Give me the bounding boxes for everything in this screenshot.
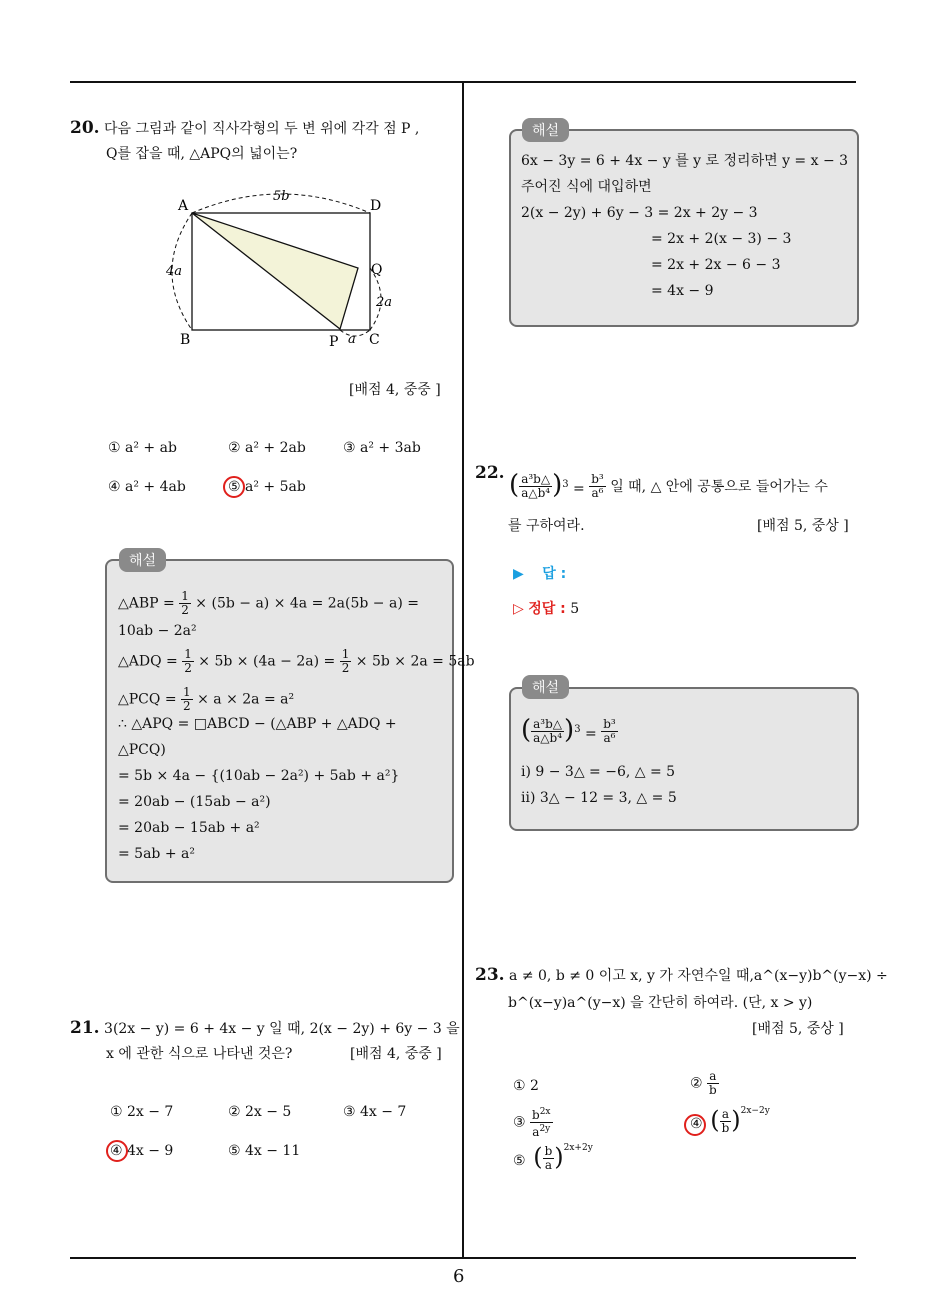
q20-explain-line3: △ADQ = $\frac{1}{2}$ × 5b × (4a − 2a) = $\frac{1}{2}$ × 5b × 2a = 5ab — [118, 647, 475, 675]
correct-arrow-icon: ▷ — [513, 601, 524, 617]
q21-explain-tag: 해설 — [522, 118, 569, 142]
page-number: 6 — [453, 1266, 465, 1287]
q21-number: 21. — [70, 1018, 100, 1038]
q21-choice-5[interactable]: ⑤ 4x − 11 — [228, 1143, 301, 1159]
q20-explain-line1: △ABP = $\frac{1}{2}$ × (5b − a) × 4a = 2a(5b − a) = — [118, 589, 419, 617]
q20-text-line2: Q를 잡을 때, △APQ의 넓이는? — [106, 146, 298, 162]
q20-text-line1: 다음 그림과 같이 직사각형의 두 변 위에 각각 점 P , — [104, 121, 420, 137]
q21-choice-2[interactable]: ② 2x − 5 — [228, 1104, 292, 1120]
q23-choice-3[interactable]: ③ $\frac{b^{2x}}{a^{2y}}$ — [513, 1107, 551, 1139]
q20-choice-5[interactable]: ⑤ a² + 5ab — [228, 479, 306, 495]
q22-explain-line2: ⅱ) 3△ − 12 = 3, △ = 5 — [521, 790, 677, 806]
q22-explain-tag: 해설 — [522, 675, 569, 699]
q21-text-line2: x 에 관한 식으로 나타낸 것은? — [106, 1046, 293, 1062]
q21-choice-1[interactable]: ① 2x − 7 — [110, 1104, 174, 1120]
label-2a: 2a — [376, 295, 393, 310]
q22-correct-label: 정답 : — [528, 601, 566, 617]
q23-answer-mark — [684, 1114, 706, 1136]
bottom-rule — [70, 1257, 856, 1259]
q21-explain-line6: = 4x − 9 — [651, 283, 714, 299]
q23-choice-2[interactable]: ② $\frac{a}{b}$ — [690, 1069, 717, 1097]
q23-header — [475, 965, 888, 986]
q20-choice-1[interactable]: ① a² + ab — [108, 440, 177, 456]
q22-explain-expression: ( $\frac{\text{a³b△}}{\text{a△b⁴}}$ )$^3$ = $\frac{\text{b³}}{\text{a⁶}}$ — [521, 715, 616, 745]
q20-choice-4[interactable]: ④ a² + 4ab — [108, 479, 186, 495]
q20-explain-line8: = 20ab − (15ab − a²) — [118, 794, 271, 810]
q21-explain-line2: 주어진 식에 대입하면 — [521, 179, 652, 195]
q21-score: [배점 4, 중중 ] — [350, 1046, 442, 1062]
q23-choice-4[interactable]: ④ ( $\frac{a}{b}$ )$^{2x-2y}$ — [690, 1106, 770, 1135]
q21-choice-4[interactable]: ④ 4x − 9 — [110, 1143, 174, 1159]
q22-header — [475, 462, 828, 512]
q21-explain-line3: 2(x − 2y) + 6y − 3 = 2x + 2y − 3 — [521, 205, 758, 221]
q22-text-line2: 를 구하여라. — [508, 518, 585, 534]
q20-explain-line6: △PCQ) — [118, 742, 166, 758]
q20-explain-line4: △PCQ = $\frac{1}{2}$ × a × 2a = a² — [118, 685, 295, 713]
q22-answer-label: 답 : — [542, 566, 567, 582]
q22-answer-row — [513, 564, 566, 584]
q20-score: [배점 4, 중중 ] — [349, 382, 441, 398]
q21-explain-line4: = 2x + 2(x − 3) − 3 — [651, 231, 792, 247]
q21-explain-line5: = 2x + 2x − 6 − 3 — [651, 257, 781, 273]
q20-choice-2[interactable]: ② a² + 2ab — [228, 440, 306, 456]
label-A: A — [178, 198, 189, 214]
q22-text-line1: 일 때, △ 안에 공통으로 들어가는 수 — [610, 479, 828, 495]
q20-explain-line5: ∴ △APQ = □ABCD − (△ABP + △ADQ + — [118, 716, 397, 732]
q20-number: 20. — [70, 118, 100, 138]
q20-explain-line7: = 5b × 4a − {(10ab − 2a²) + 5ab + a²} — [118, 768, 400, 784]
label-5b: 5b — [273, 189, 290, 204]
q23-text-line1: a ≠ 0, b ≠ 0 이고 x, y 가 자연수일 때,a^(x−y)b^(y−x) ÷ — [509, 968, 888, 984]
q20-figure — [150, 180, 410, 360]
q23-choice-5[interactable]: ⑤ ( $\frac{b}{a}$ )$^{2x+2y}$ — [513, 1143, 593, 1172]
label-C: C — [369, 332, 380, 348]
q20-explain-line2: 10ab − 2a² — [118, 623, 197, 639]
q22-correct-value: 5 — [570, 601, 580, 617]
q23-choice-1[interactable]: ① 2 — [513, 1078, 539, 1094]
label-D: D — [370, 198, 382, 214]
label-a: a — [348, 332, 356, 347]
q20-explain-line9: = 20ab − 15ab + a² — [118, 820, 260, 836]
q20-header — [70, 118, 419, 139]
q22-expression: ( $\frac{\text{a³b△}}{\text{a△b⁴}}$ )$^3$ = $\frac{\text{b³}}{\text{a⁶}}$ — [509, 470, 604, 500]
label-P: P — [329, 334, 339, 350]
q22-score: [배점 5, 중상 ] — [757, 518, 849, 534]
q22-explain-line1: ⅰ) 9 − 3△ = −6, △ = 5 — [521, 764, 676, 780]
q22-number: 22. — [475, 463, 505, 483]
q21-explain-line1: 6x − 3y = 6 + 4x − y 를 y 로 정리하면 y = x − 3 — [521, 153, 849, 169]
q21-header — [70, 1018, 460, 1039]
q23-number: 23. — [475, 965, 505, 985]
q20-explain-tag: 해설 — [119, 548, 166, 572]
q21-text-line1: 3(2x − y) = 6 + 4x − y 일 때, 2(x − 2y) + 6y − 3 을 — [104, 1021, 460, 1037]
label-Q: Q — [371, 262, 383, 278]
q20-choice-3[interactable]: ③ a² + 3ab — [343, 440, 421, 456]
q21-answer-mark — [106, 1140, 128, 1162]
q21-choice-3[interactable]: ③ 4x − 7 — [343, 1104, 407, 1120]
label-B: B — [180, 332, 191, 348]
answer-arrow-icon: ▶ — [513, 566, 524, 582]
q23-score: [배점 5, 중상 ] — [752, 1021, 844, 1037]
label-4a: 4a — [166, 264, 183, 279]
q20-answer-mark — [223, 476, 245, 498]
q22-correct-row — [513, 599, 579, 619]
q20-explain-line10: = 5ab + a² — [118, 846, 195, 862]
q23-text-line2: b^(x−y)a^(y−x) 을 간단히 하여라. (단, x > y) — [508, 995, 813, 1011]
